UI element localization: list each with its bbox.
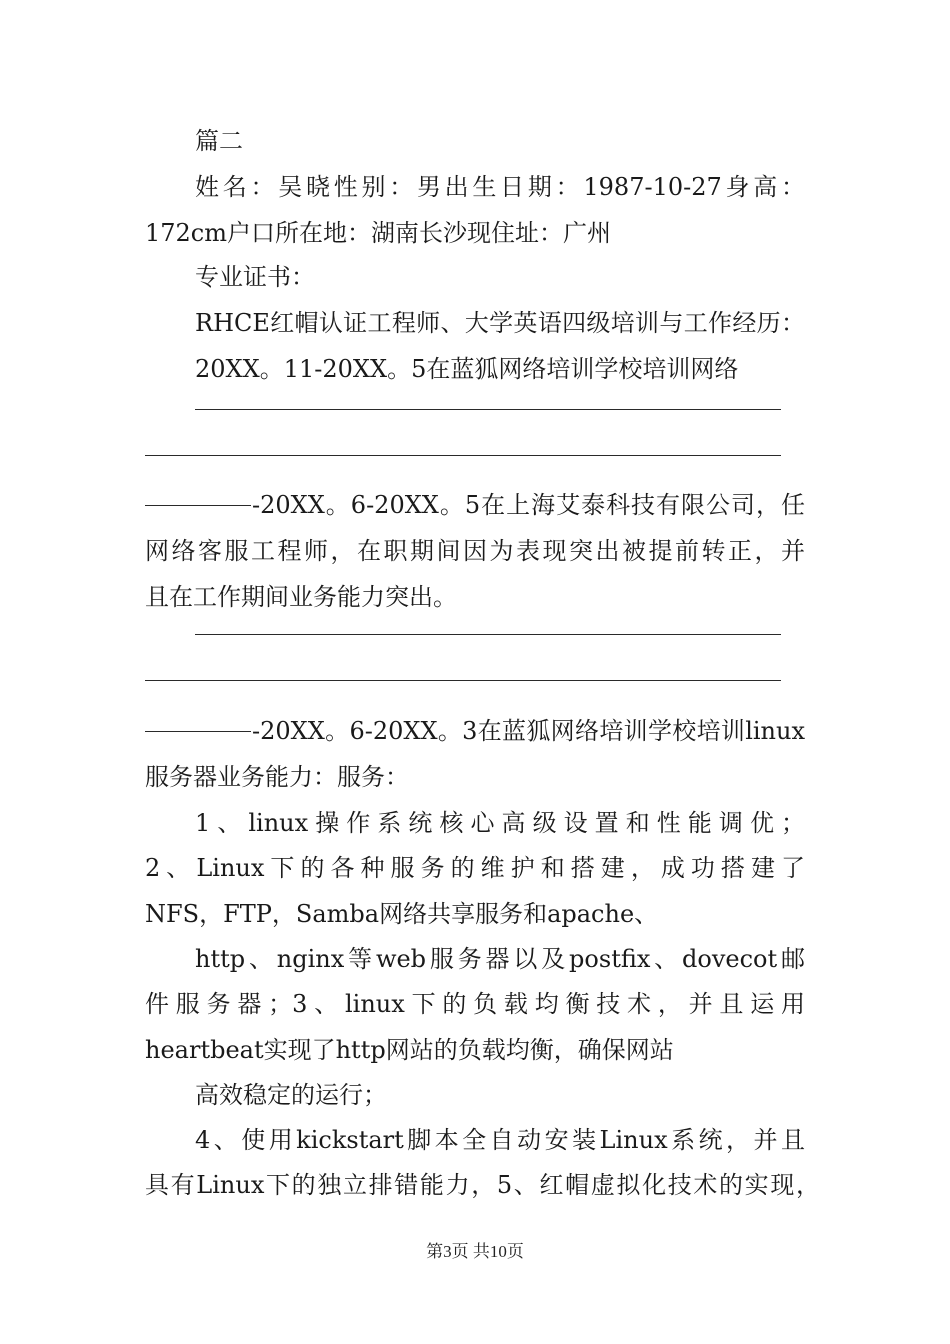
experience-line: -20XX。6-20XX。3在蓝狐网络培训学校培训linux bbox=[252, 717, 805, 745]
separator-line bbox=[145, 731, 251, 732]
personal-info-line: 172cm户口所在地：湖南长沙现住址：广州 bbox=[145, 219, 612, 247]
page-number: 第3页 共10页 bbox=[426, 1242, 524, 1261]
separator-line bbox=[145, 455, 781, 456]
separator-line bbox=[195, 634, 781, 635]
skill-line: 具有Linux下的独立排错能力，5、红帽虚拟化技术的实现， bbox=[145, 1171, 820, 1199]
skill-line: 4、使用kickstart脚本全自动安装Linux系统，并且 bbox=[195, 1126, 805, 1154]
experience-line: 且在工作期间业务能力突出。 bbox=[145, 583, 457, 611]
skill-line: 件服务器；3、linux下的负载均衡技术，并且运用 bbox=[145, 990, 805, 1018]
skill-line: 1、linux操作系统核心高级设置和性能调优； bbox=[195, 809, 805, 837]
skill-line: heartbeat实现了http网站的负载均衡，确保网站 bbox=[145, 1036, 674, 1064]
section-heading: 篇二 bbox=[195, 127, 243, 155]
skills-heading: 服务器业务能力：服务： bbox=[145, 763, 409, 791]
skill-line: NFS，FTP，Samba网络共享服务和apache、 bbox=[145, 900, 659, 928]
personal-info-line: 姓名：吴晓性别：男出生日期：1987-10-27身高： bbox=[195, 173, 805, 201]
skill-line: 高效稳定的运行； bbox=[195, 1081, 387, 1109]
certificates-label: 专业证书： bbox=[195, 263, 315, 291]
skill-line: http、nginx等web服务器以及postfix、dovecot邮 bbox=[195, 945, 805, 973]
separator-line bbox=[195, 409, 781, 410]
separator-line bbox=[145, 680, 781, 681]
experience-line: 20XX。11-20XX。5在蓝狐网络培训学校培训网络 bbox=[195, 355, 739, 383]
experience-line: -20XX。6-20XX。5在上海艾泰科技有限公司，任 bbox=[252, 491, 805, 519]
skill-line: 2、Linux下的各种服务的维护和搭建，成功搭建了 bbox=[145, 854, 805, 882]
experience-line: 网络客服工程师，在职期间因为表现突出被提前转正，并 bbox=[145, 537, 805, 565]
separator-line bbox=[145, 505, 251, 506]
certificates-line: RHCE红帽认证工程师、大学英语四级培训与工作经历： bbox=[195, 309, 805, 337]
